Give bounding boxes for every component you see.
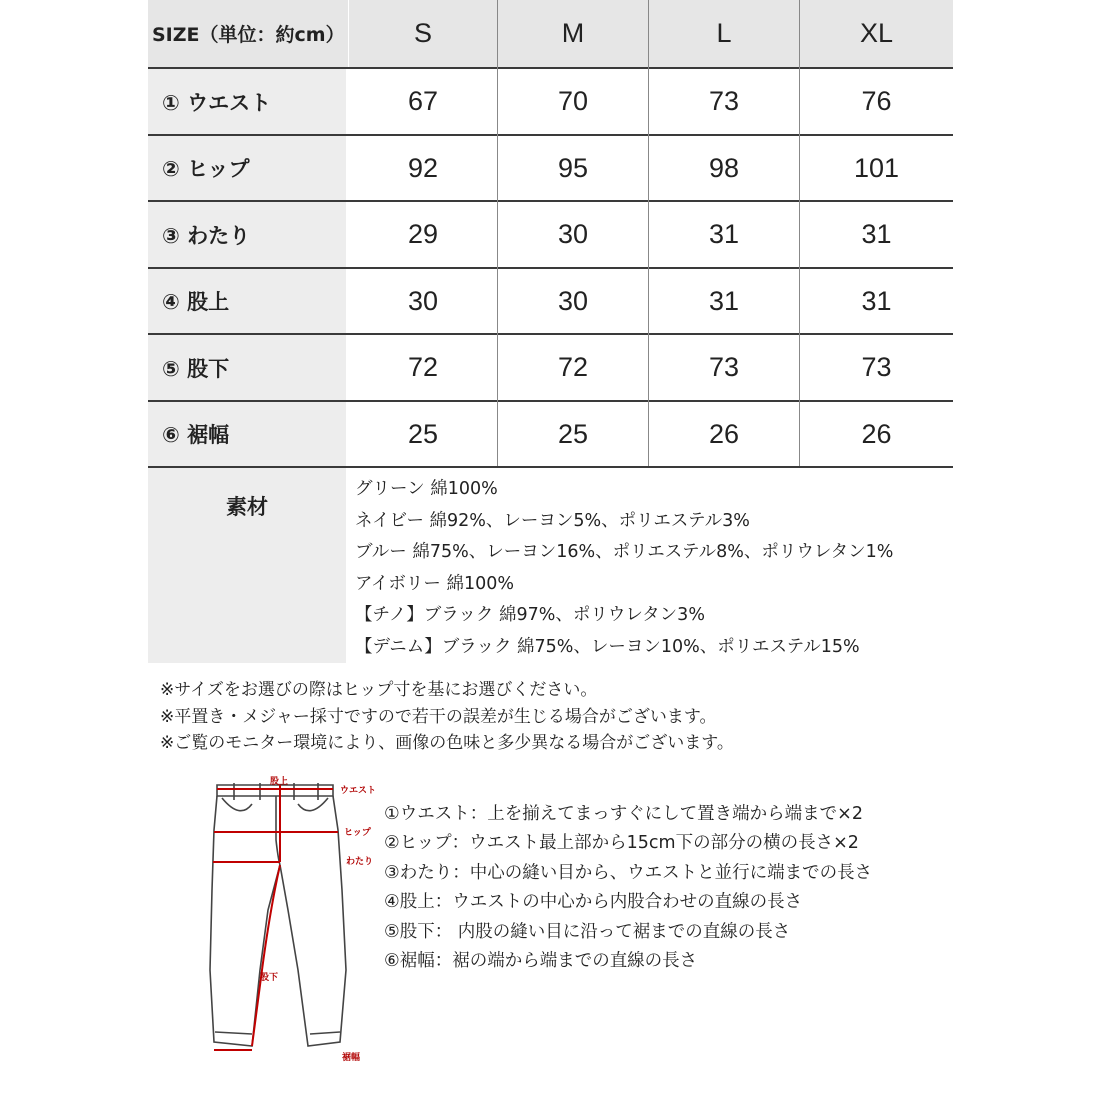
table-cell: 72: [557, 352, 589, 382]
pants-diagram: [190, 770, 390, 1070]
size-header-l: L: [716, 18, 732, 48]
table-cell: 73: [708, 86, 740, 116]
size-header-m: M: [561, 18, 585, 48]
material-line: ブルー 綿75%、レーヨン16%、ポリエステル8%、ポリウレタン1%: [355, 542, 894, 563]
legend-line: ①ウエスト：上を揃えてまっすぐにして置き端から端まで×2: [384, 804, 863, 824]
table-cell: 31: [708, 219, 740, 249]
size-header-s: S: [413, 18, 432, 48]
table-cell: 25: [407, 418, 439, 449]
note-line: ※サイズをお選びの際はヒップ寸を基にお選びください。: [160, 680, 598, 700]
note-line: ※平置き・メジャー採寸ですので若干の誤差が生じる場合がございます。: [160, 706, 717, 727]
table-cell: 29: [407, 219, 439, 249]
material-line: ネイビー 綿92%、レーヨン5%、ポリエステル3%: [355, 510, 750, 531]
table-cell: 76: [861, 86, 892, 116]
pants-illustration: [190, 770, 390, 1070]
diagram-label-hem: 裾幅: [342, 1053, 361, 1063]
table-cell: 31: [708, 285, 740, 316]
row-label-hip: ② ヒップ: [162, 157, 250, 181]
diagram-label-waist: ウエスト: [340, 786, 377, 796]
row-label-thigh: ③ わたり: [162, 223, 251, 248]
table-cell: 95: [557, 152, 589, 183]
table-cell: 31: [861, 219, 892, 249]
table-cell: 101: [853, 152, 900, 183]
note-line: ※ご覧のモニター環境により、画像の色味と多少異なる場合がございます。: [160, 733, 734, 753]
legend-line: ②ヒップ：ウエスト最上部から15cm下の部分の横の長さ×2: [384, 833, 859, 854]
material-list: [355, 474, 893, 664]
size-header-xl: XL: [859, 18, 894, 48]
table-cell: 73: [861, 352, 892, 382]
legend-line: ⑥裾幅：裾の端から端までの直線の長さ: [384, 951, 698, 972]
diagram-label-inseam: 股下: [260, 973, 279, 983]
row-divider: [148, 466, 953, 468]
table-cell: 72: [407, 352, 439, 382]
legend-line: ④股上：ウエストの中心から内股合わせの直線の長さ: [384, 892, 803, 913]
diagram-label-thigh: わたり: [346, 857, 374, 867]
table-cell: 30: [557, 219, 589, 249]
table-cell: 98: [708, 152, 740, 183]
notes: [160, 677, 734, 757]
table-cell: 70: [557, 86, 589, 116]
row-label-rise: ④ 股上: [162, 290, 230, 314]
diagram-label-rise: 股上: [270, 777, 289, 787]
legend-line: ⑤股下： 内股の縫い目に沿って裾までの直線の長さ: [384, 921, 791, 942]
material-line: 【デニム】ブラック 綿75%、レーヨン10%、ポリエステル15%: [355, 636, 860, 657]
table-cell: 30: [407, 285, 439, 316]
header-label: SIZE（単位：約cm）: [152, 24, 345, 46]
material-line: 【チノ】ブラック 綿97%、ポリウレタン3%: [355, 605, 705, 626]
table-cell: 30: [557, 285, 589, 316]
table-cell: 67: [407, 86, 439, 116]
table-cell: 26: [861, 418, 892, 449]
table-cell: 31: [861, 285, 892, 316]
material-line: グリーン 綿100%: [355, 479, 498, 499]
measurement-legend: [384, 800, 872, 976]
table-cell: 26: [708, 418, 740, 449]
row-label-waist: ① ウエスト: [162, 90, 272, 115]
legend-line: ③わたり：中心の縫い目から、ウエストと並行に端までの長さ: [384, 862, 873, 883]
table-cell: 92: [407, 152, 439, 183]
material-label: 素材: [226, 495, 268, 519]
table-cell: 25: [557, 418, 589, 449]
row-label-inseam: ⑤ 股下: [162, 356, 230, 381]
row-label-hem: ⑥ 裾幅: [162, 423, 230, 447]
material-line: アイボリー 綿100%: [355, 573, 515, 594]
table-cell: 73: [708, 352, 740, 382]
diagram-label-hip: ヒップ: [344, 828, 371, 838]
